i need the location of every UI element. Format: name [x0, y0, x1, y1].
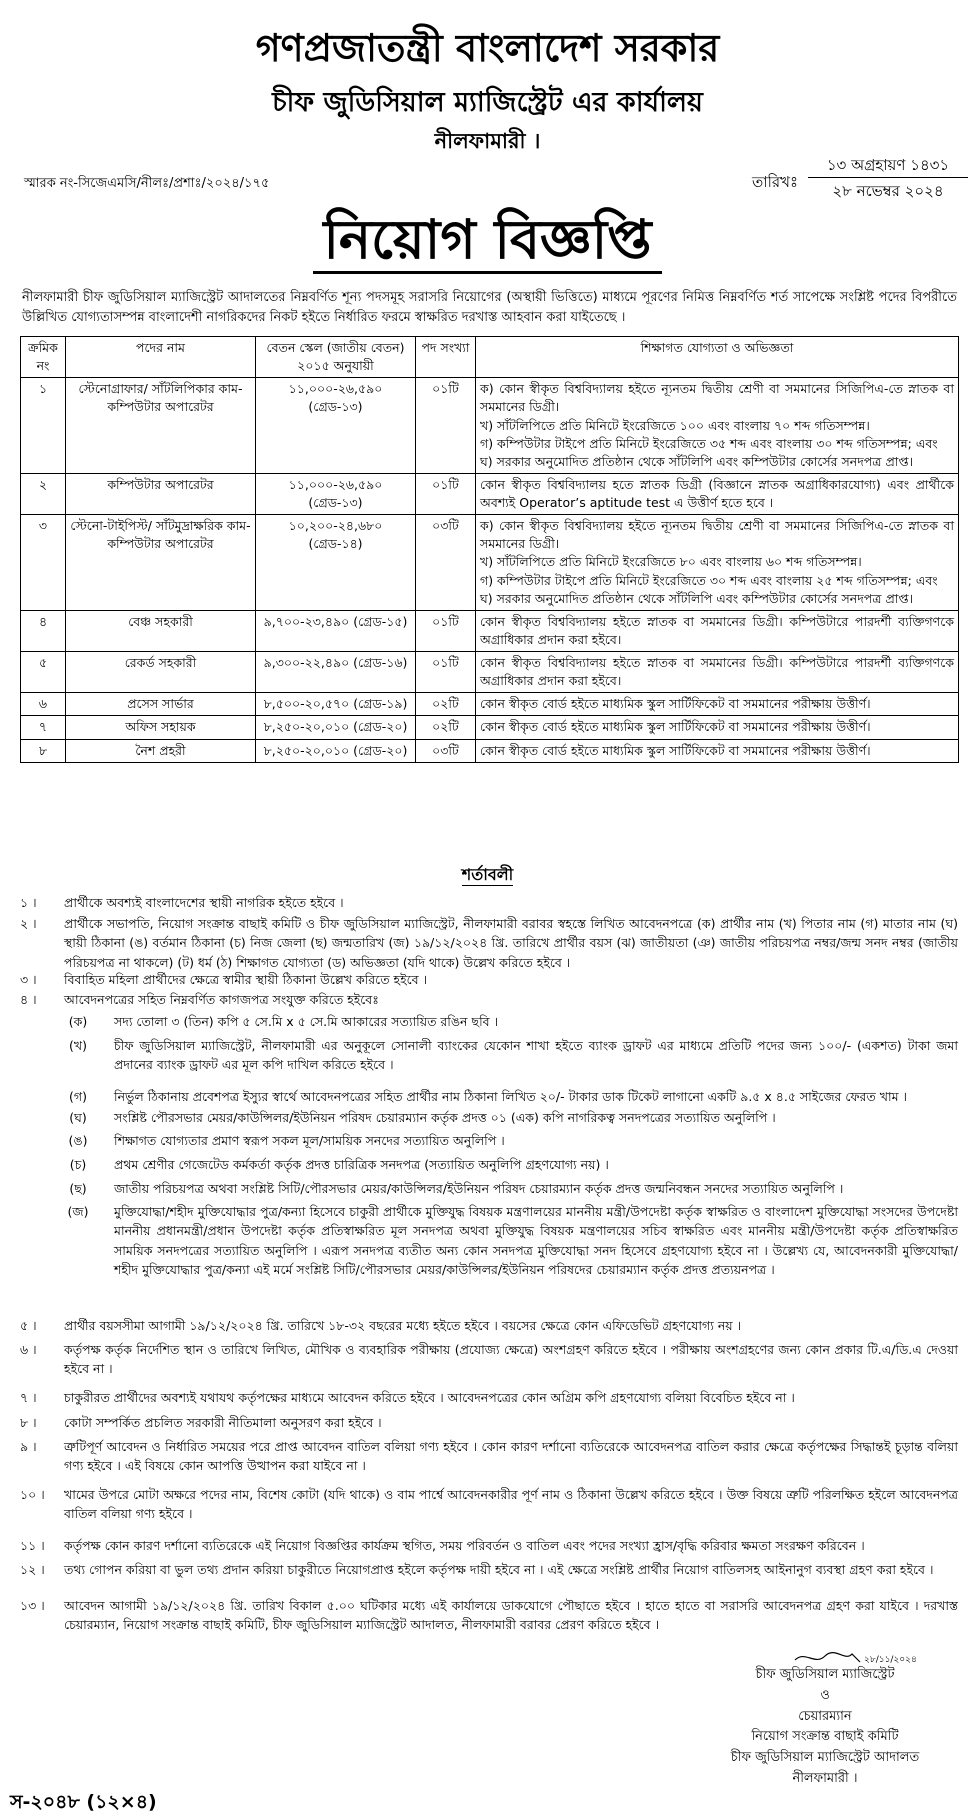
condition-text: খামের উপরে মোটা অক্ষরে পদের নাম, বিশেষ কোটা (যদি থাকে) ও বাম পার্শ্বে আবেদনকারীর পূর্ণ নাম ও ঠিকানা উল্লেখ করিতে হইবে । উক্ত বিষয়ে ত্রুটি পরিলক্ষিত হইলে আবেদনপত্র বাতিল বলিয়া গণ্য হইবে । — [64, 1487, 958, 1522]
cell-serial: ৫ — [21, 652, 66, 693]
condition-text: চাকুরীরত প্রার্থীদের অবশ্যই যথাযথ কর্তৃপক্ষের মাধ্যমে আবেদন করিতে হইবে । আবেদনপত্রের কোন অগ্রিম কপি গ্রহণযোগ্য বলিয়া বিবেচিত হইবে না । — [64, 1390, 795, 1405]
signature-block — [720, 1665, 930, 1790]
cell-serial: ৬ — [21, 693, 66, 716]
cell-serial: ৭ — [21, 716, 66, 739]
district-heading: নীলফামারী । — [434, 129, 541, 153]
attachment-item — [58, 1202, 958, 1280]
cell-qualification — [476, 739, 959, 762]
header-count: পদ সংখ্যা — [416, 337, 476, 378]
cell-serial: ২ — [21, 473, 66, 514]
signature-line-2: ও — [820, 1687, 830, 1703]
condition-number: ৮ । — [20, 1415, 37, 1430]
cell-count: ০৩টি — [416, 515, 476, 611]
cell-serial: ৮ — [21, 739, 66, 762]
attachment-letter: (চ) — [69, 1157, 87, 1172]
condition-number: ৩ । — [20, 972, 37, 987]
table-row — [21, 515, 959, 611]
condition-text: কর্তৃপক্ষ কোন কারণ দর্শানো ব্যতিরেকে এই নিয়োগ বিজ্ঞপ্তির কার্যক্রম স্থগিত, সময় পরিবর্তন ও বাতিল এবং পদের সংখ্যা হ্রাস/বৃদ্ধি করিবার ক্ষমতা সংরক্ষণ করিবেন । — [64, 1538, 865, 1553]
cell-post: স্টেনোগ্রাফার/ সাঁটলিপিকার কাম-কম্পিউটার অপারেটর — [66, 378, 256, 474]
cell-scale: ১০,২০০-২৪,৬৮০ (গ্রেড-১৪) — [256, 515, 416, 611]
table-row — [21, 739, 959, 762]
condition-text: তথ্য গোপন করিয়া বা ভুল তথ্য প্রদান করিয়া চাকুরীতে নিয়োগপ্রাপ্ত হইলে কর্তৃপক্ষ দায়ী হইবে না । এই ক্ষেত্রে সংশ্লিষ্ট প্রার্থীর নিয়োগ বাতিলসহ আইনানুগ ব্যবস্থা গ্রহণ করা হইবে । — [64, 1562, 934, 1577]
condition-number: ১ । — [20, 895, 37, 910]
date-bangla: ১৩ অগ্রহায়ণ ১৪৩১ — [808, 155, 968, 178]
attachment-text: সদ্য তোলা ৩ (তিন) কপি ৫ সে.মি x ৫ সে.মি আকারের সত্যায়িত রঙিন ছবি । — [114, 1014, 499, 1029]
notice-title-text: নিয়োগ বিজ্ঞপ্তি — [313, 210, 661, 274]
qualification-line: কোন স্বীকৃত বোর্ড হইতে মাধ্যমিক স্কুল সার্টিফিকেট বা সমমানের পরীক্ষায় উত্তীর্ণ। — [480, 742, 871, 758]
condition-item — [20, 1596, 958, 1635]
attachment-item — [58, 1087, 958, 1106]
condition-item — [20, 1316, 958, 1335]
cell-qualification — [476, 610, 959, 651]
attachment-letter: (খ) — [69, 1038, 87, 1053]
cell-post: প্রসেস সার্ভার — [66, 693, 256, 716]
condition-number: ২ । — [20, 916, 37, 931]
condition-item — [20, 893, 958, 912]
condition-text: আবেদন আগামী ১৯/১২/২০২৪ খ্রি. তারিখ বিকাল ৫.০০ ঘটিকার মধ্যে এই কার্যালয়ে ডাকযোগে পৌছাতে হইবে । হাতে হাতে বা সরাসরি আবেদনপত্র গ্রহণ করা যাইবে । দরখাস্ত চেয়ারম্যান, নিয়োগ সংক্রান্ত বাছাই কমিটি, চীফ জুডিসিয়াল ম্যাজিস্ট্রেট আদালত, নীলফামারী বরাবর প্রেরণ করিতে হইবে । — [64, 1598, 958, 1633]
attachment-letter: (ক) — [68, 1014, 88, 1029]
posts-table-body — [21, 378, 959, 762]
table-row — [21, 473, 959, 514]
cell-count: ০১টি — [416, 652, 476, 693]
condition-item — [20, 1388, 958, 1407]
condition-number: ৯ । — [20, 1439, 37, 1454]
table-row — [21, 378, 959, 474]
header-post: পদের নাম — [66, 337, 256, 378]
conditions-title — [0, 864, 975, 886]
attachment-text: সংশ্লিষ্ট পৌরসভার মেয়র/কাউন্সিলর/ইউনিয়ন পরিষদ চেয়ারম্যান কর্তৃক প্রদত্ত ০১ (এক) কপি নাগরিকত্ব সনদপত্রের সত্যায়িত অনুলিপি । — [114, 1110, 776, 1125]
condition-text: প্রার্থীর বয়সসীমা আগামী ১৯/১২/২০২৪ খ্রি. তারিখে ১৮-৩২ বছরের মধ্যে হইতে হইবে । বয়সের ক্ষেত্রে কোন এফিডেভিট গ্রহণযোগ্য নয় । — [64, 1318, 742, 1333]
attachment-letter: (ঘ) — [69, 1110, 87, 1125]
attachment-item — [58, 1155, 958, 1174]
condition-number: ১০ । — [20, 1487, 45, 1502]
qualification-line: কোন স্বীকৃত বিশ্ববিদ্যালয় হতে স্নাতক ডিগ্রী (বিজ্ঞানে স্নাতক অগ্রাধিকারযোগ্য) এবং প্রার্থীকে অবশ্যই Operator’s aptitude test এ উত্তীর্ণ হতে হবে । — [480, 476, 954, 510]
attachment-text: প্রথম শ্রেণীর গেজেটেড কর্মকর্তা কর্তৃক প্রদত্ত চারিত্রিক সনদপত্র (সত্যায়িত অনুলিপি গ্রহণযোগ্য নয়) । — [114, 1157, 609, 1172]
condition-number: ৫ । — [20, 1318, 37, 1333]
cell-qualification — [476, 716, 959, 739]
condition-text: কর্তৃপক্ষ কর্তৃক নির্দেশিত স্থান ও তারিখে লিখিত, মৌখিক ও ব্যবহারিক পরীক্ষায় (প্রযোজ্য ক্ষেত্রে) অংশগ্রহণ করিতে হইবে । পরীক্ষায় অংশগ্রহণের জন্য কোন প্রকার টি.এ/ডি.এ দেওয়া হইবে না । — [64, 1342, 958, 1377]
cell-scale: ৯,৩০০-২২,৪৯০ (গ্রেড-১৬) — [256, 652, 416, 693]
qualification-line: কোন স্বীকৃত বিশ্ববিদ্যালয় হইতে স্নাতক বা সমমানের ডিগ্রী। কম্পিউটারে পারদর্শী ব্যক্তিগণকে অগ্রাধিকার প্রদান করা হইবে। — [480, 613, 954, 647]
condition-number: ১২ । — [20, 1562, 45, 1577]
condition-text: ত্রুটিপূর্ণ আবেদন ও নির্ধারিত সময়ের পরে প্রাপ্ত আবেদন বাতিল বলিয়া গণ্য হইবে । কোন কারণ দর্শানো ব্যতিরেকে আবেদনপত্র বাতিল করার ক্ষেত্রে কর্তৃপক্ষের সিদ্ধান্তই চূড়ান্ত বলিয়া গণ্য হইবে । এই বিষয়ে কোন আপত্তি উত্থাপন করা যাইবে না । — [64, 1439, 958, 1474]
qualification-line: ঘ) সরকার অনুমোদিত প্রতিষ্ঠান থেকে সাঁটলিপি এবং কম্পিউটার কোর্সের সনদপত্র প্রাপ্ত। — [480, 590, 914, 606]
cell-scale: ১১,০০০-২৬,৫৯০ (গ্রেড-১৩) — [256, 378, 416, 474]
cell-count: ০১টি — [416, 378, 476, 474]
signature-line-5: চীফ জুডিসিয়াল ম্যাজিস্ট্রেট আদালত — [730, 1750, 920, 1766]
table-header-row — [21, 337, 959, 378]
cell-qualification — [476, 378, 959, 474]
cell-count: ০২টি — [416, 693, 476, 716]
cell-post: রেকর্ড সহকারী — [66, 652, 256, 693]
table-row — [21, 693, 959, 716]
signature-line-3: চেয়ারম্যান — [798, 1708, 852, 1724]
signature-line-6: নীলফামারী । — [792, 1770, 858, 1786]
conditions-title-text: শর্তাবলী — [461, 865, 514, 884]
condition-item — [20, 1560, 958, 1579]
table-row — [21, 716, 959, 739]
cell-post: অফিস সহায়ক — [66, 716, 256, 739]
qualification-line: ক) কোন স্বীকৃত বিশ্ববিদ্যালয় হইতে ন্যূনতম দ্বিতীয় শ্রেণী বা সমমানের সিজিপিএ-তে স্নাতক বা সমমানের ডিগ্রী। — [480, 381, 954, 415]
cell-scale: ৮,৫০০-২০,৫৭০ (গ্রেড-১৯) — [256, 693, 416, 716]
qualification-line: খ) সাঁটলিপিতে প্রতি মিনিটে ইংরেজিতে ১০০ এবং বাংলায় ৭০ শব্দ গতিসম্পন্ন। — [480, 417, 870, 433]
qualification-line: কোন স্বীকৃত বিশ্ববিদ্যালয় হইতে স্নাতক বা সমমানের ডিগ্রী। কম্পিউটারে পারদর্শী ব্যক্তিগণকে অগ্রাধিকার প্রদান করা হইবে। — [480, 655, 954, 689]
qualification-line: গ) কম্পিউটার টাইপে প্রতি মিনিটে ইংরেজিতে ৩০ শব্দ এবং বাংলায় ২৫ শব্দ গতিসম্পন্ন; এবং — [480, 572, 938, 588]
header-qualification: শিক্ষাগত যোগ্যতা ও অভিজ্ঞতা — [476, 337, 959, 378]
government-heading: গণপ্রজাতন্ত্রী বাংলাদেশ সরকার — [255, 26, 720, 70]
table-row — [21, 610, 959, 651]
attachment-letter: (ছ) — [69, 1181, 87, 1196]
cell-count: ০৩টি — [416, 739, 476, 762]
date-english: ২৮ নভেম্বর ২০২৪ — [832, 182, 944, 200]
qualification-line: ঘ) সরকার অনুমোদিত প্রতিষ্ঠান থেকে সাঁটলিপি এবং কম্পিউটার কোর্সের সনদপত্র প্রাপ্ত। — [480, 453, 914, 469]
attachment-item — [58, 1012, 958, 1031]
condition-number: ৬ । — [20, 1342, 37, 1357]
condition-number: ১১ । — [20, 1538, 45, 1553]
condition-item — [20, 1340, 958, 1379]
qualification-line: গ) কম্পিউটার টাইপে প্রতি মিনিটে ইংরেজিতে ৩৫ শব্দ এবং বাংলায় ৩০ শব্দ গতিসম্পন্ন; এবং — [480, 435, 938, 451]
office-heading: চীফ জুডিসিয়াল ম্যাজিস্ট্রেট এর কার্যালয় — [272, 87, 703, 118]
cell-scale: ১১,০০০-২৬,৫৯০ (গ্রেড-১৩) — [256, 473, 416, 514]
cell-count: ০২টি — [416, 716, 476, 739]
condition-number: ৪ । — [20, 992, 37, 1007]
table-row — [21, 652, 959, 693]
cell-count: ০১টি — [416, 610, 476, 651]
cell-post: কম্পিউটার অপারেটর — [66, 473, 256, 514]
cell-post: নৈশ প্রহরী — [66, 739, 256, 762]
cell-serial: ৪ — [21, 610, 66, 651]
cell-scale: ৮,২৫০-২০,০১০ (গ্রেড-২০) — [256, 739, 416, 762]
cell-scale: ৯,৭০০-২৩,৪৯০ (গ্রেড-১৫) — [256, 610, 416, 651]
intro-paragraph: নীলফামারী চীফ জুডিসিয়াল ম্যাজিস্ট্রেট আদালতের নিম্নবর্ণিত শূন্য পদসমূহ সরাসরি নিয়োগের (অস্থায়ী ভিত্তিতে) মাধ্যমে পূরণের নিমিত্ত নিম্নবর্ণিত শর্ত সাপেক্ষে সংশ্লিষ্ট পদের বিপরীতে উল্লিখিত যোগ্যতাসম্পন্ন বাংলাদেশী নাগরিকদের নিকট হইতে নির্ধারিত ফরমে স্বাক্ষরিত দরখাস্ত আহবান করা যাইতেছে । — [22, 290, 957, 326]
condition-text: কোটা সম্পর্কিত প্রচলিত সরকারী নীতিমালা অনুসরণ করা হইবে । — [64, 1415, 382, 1430]
cell-post: বেঞ্চ সহকারী — [66, 610, 256, 651]
qualification-line: কোন স্বীকৃত বোর্ড হইতে মাধ্যমিক স্কুল সার্টিফিকেট বা সমমানের পরীক্ষায় উত্তীর্ণ। — [480, 719, 871, 735]
attachment-item — [58, 1179, 958, 1198]
cell-scale: ৮,২৫০-২০,০১০ (গ্রেড-২০) — [256, 716, 416, 739]
qualification-line: ক) কোন স্বীকৃত বিশ্ববিদ্যালয় হইতে ন্যূনতম দ্বিতীয় শ্রেণী বা সমমানের সিজিপিএ-তে স্নাতক বা সমমানের ডিগ্রী। — [480, 518, 954, 552]
cell-serial: ৩ — [21, 515, 66, 611]
cell-qualification — [476, 473, 959, 514]
condition-item — [20, 1485, 958, 1524]
header-scale: বেতন স্কেল (জাতীয় বেতন) ২০১৫ অনুযায়ী — [256, 337, 416, 378]
attachment-text: চীফ জুডিসিয়াল ম্যাজিস্ট্রেট, নীলফামারী এর অনুকূলে সোনালী ব্যাংকের যেকোন শাখা হইতে ব্যাংক ড্রাফট এর মাধ্যমে প্রতিটি পদের জন্য ১০০/- (একশত) টাকা জমা প্রদানের ব্যাংক ড্রাফট এর মূল কপি দাখিল করিতে হইবে । — [114, 1038, 958, 1073]
cell-qualification — [476, 515, 959, 611]
condition-item — [20, 1413, 958, 1432]
condition-item — [20, 990, 958, 1009]
condition-text: প্রার্থীকে অবশ্যই বাংলাদেশের স্থায়ী নাগরিক হইতে হইবে । — [64, 895, 344, 910]
condition-text: প্রার্থীকে সভাপতি, নিয়োগ সংক্রান্ত বাছাই কমিটি ও চীফ জুডিসিয়াল ম্যাজিস্ট্রেট, নীলফামারী বরাবর স্বহস্তে লিখিত আবেদনপত্রে (ক) প্রার্থীর নাম (খ) পিতার নাম (গ) মাতার নাম (ঘ) স্থায়ী ঠিকানা (ঙ) বর্তমান ঠিকানা (চ) নিজ জেলা (ছ) জন্মতারিখ (জ) ১৯/১২/২০২৪ খ্রি. তারিখে প্রার্থীর বয়স (ঝ) জাতীয়তা (ঞ) জাতীয় পরিচয়পত্র নম্বর/জন্ম সনদ নম্বর (জাতীয় পরিচয়পত্র না থাকলে) (ট) ধর্ম (ঠ) শিক্ষাগত যোগ্যতা (ড) অভিজ্ঞতা (যদি থাকে) উল্লেখ করিতে হইবে । — [64, 916, 958, 970]
cell-qualification — [476, 652, 959, 693]
condition-item — [20, 1536, 958, 1555]
header-serial: ক্রমিক নং — [21, 337, 66, 378]
posts-table — [20, 336, 959, 763]
attachment-text: নির্ভুল ঠিকানায় প্রবেশপত্র ইস্যুর স্বার্থে আবেদনপত্রের সহিত প্রার্থীর নাম ঠিকানা লিখিত ২০/- টাকার ডাক টিকেট লাগানো একটি ৯.৫ x ৪.৫ সাইজের ফেরত খাম । — [114, 1089, 908, 1104]
condition-number: ১৩ । — [20, 1598, 45, 1613]
attachment-text: শিক্ষাগত যোগ্যতার প্রমাণ স্বরূপ সকল মূল/সাময়িক সনদের সত্যায়িত অনুলিপি । — [114, 1133, 505, 1148]
condition-number: ৭ । — [20, 1390, 37, 1405]
attachment-text: মুক্তিযোদ্ধা/শহীদ মুক্তিযোদ্ধার পুত্র/কন্যা হিসেবে চাকুরী প্রার্থীকে মুক্তিযুদ্ধ বিষয়ক মন্ত্রণালয়ের মাননীয় মন্ত্রী/উপদেষ্টা কর্তৃক স্বাক্ষরিত ও বাংলাদেশ মুক্তিযোদ্ধা সংসদের উপদেষ্টা মাননীয় প্রধানমন্ত্রী/প্রধান উপদেষ্টা কর্তৃক প্রতিস্বাক্ষরিত মূল সনদপত্র অথবা মুক্তিযুদ্ধ বিষয়ক মন্ত্রণালয়ের সচিব স্বাক্ষরিত এবং মাননীয় মন্ত্রী/উপদেষ্টা কর্তৃক প্রতিস্বাক্ষরিত সাময়িক সনদপত্রের সত্যায়িত অনুলিপি । এরূপ সনদপত্র ব্যতীত অন্য কোন সনদপত্র মুক্তিযোদ্ধা সনদ হিসেবে গ্রহণযোগ্য হইবে না । উল্লেখ্য যে, আবেদনকারী মুক্তিযোদ্ধা/শহীদ মুক্তিযোদ্ধার পুত্র/কন্যা এই মর্মে সংশ্লিষ্ট সিটি/পৌরসভার মেয়র/কাউন্সিলর/ইউনিয়ন পরিষদের চেয়ারম্যান কর্তৃক প্রদত্ত প্রত্যয়নপত্র । — [114, 1204, 958, 1278]
condition-text: বিবাহিত মহিলা প্রার্থীদের ক্ষেত্রে স্বামীর স্থায়ী ঠিকানা উল্লেখ করিতে হইবে । — [64, 972, 428, 987]
attachment-item — [58, 1131, 958, 1150]
cell-serial: ১ — [21, 378, 66, 474]
date-label: তারিখঃ — [752, 173, 798, 191]
attachment-letter: (ঙ) — [68, 1133, 88, 1148]
qualification-line: খ) সাঁটলিপিতে প্রতি মিনিটে ইংরেজিতে ৮০ এবং বাংলায় ৬০ শব্দ গতিসম্পন্ন। — [480, 554, 862, 570]
notice-title — [0, 210, 975, 274]
footer-code: স-২০৪৮ (১২×৪) — [10, 1791, 157, 1813]
signature-date: ২৮/১১/২০২৪ — [864, 1655, 917, 1665]
memo-number: স্মারক নং-সিজেএমসি/নীলঃ/প্রশাঃ/২০২৪/১৭৫ — [24, 176, 270, 191]
attachment-letter: (গ) — [69, 1089, 87, 1104]
cell-count: ০১টি — [416, 473, 476, 514]
condition-text: আবেদনপত্রের সহিত নিম্নবর্ণিত কাগজপত্র সংযুক্ত করিতে হইবেঃ — [64, 992, 379, 1007]
condition-item — [20, 1437, 958, 1476]
attachment-text: জাতীয় পরিচয়পত্র অথবা সংশ্লিষ্ট সিটি/পৌরসভার মেয়র/কাউন্সিলর/ইউনিয়ন পরিষদ চেয়ারম্যান কর্তৃক প্রদত্ত জন্মনিবন্ধন সনদের সত্যায়িত অনুলিপি । — [114, 1181, 844, 1196]
cell-post: স্টেনো-টাইপিস্ট/ সাঁটমুদ্রাক্ষরিক কাম-কম্পিউটার অপারেটর — [66, 515, 256, 611]
condition-item — [20, 914, 958, 972]
signature-line-4: নিয়োগ সংক্রান্ত বাছাই কমিটি — [751, 1729, 899, 1745]
cell-qualification — [476, 693, 959, 716]
signature-line-1: চীফ জুডিসিয়াল ম্যাজিস্ট্রেট — [755, 1667, 895, 1682]
attachment-letter: (জ) — [67, 1204, 89, 1219]
attachment-item — [58, 1108, 958, 1127]
attachment-item — [58, 1036, 958, 1075]
qualification-line: কোন স্বীকৃত বোর্ড হইতে মাধ্যমিক স্কুল সার্টিফিকেট বা সমমানের পরীক্ষায় উত্তীর্ণ। — [480, 696, 871, 712]
condition-item — [20, 970, 958, 989]
